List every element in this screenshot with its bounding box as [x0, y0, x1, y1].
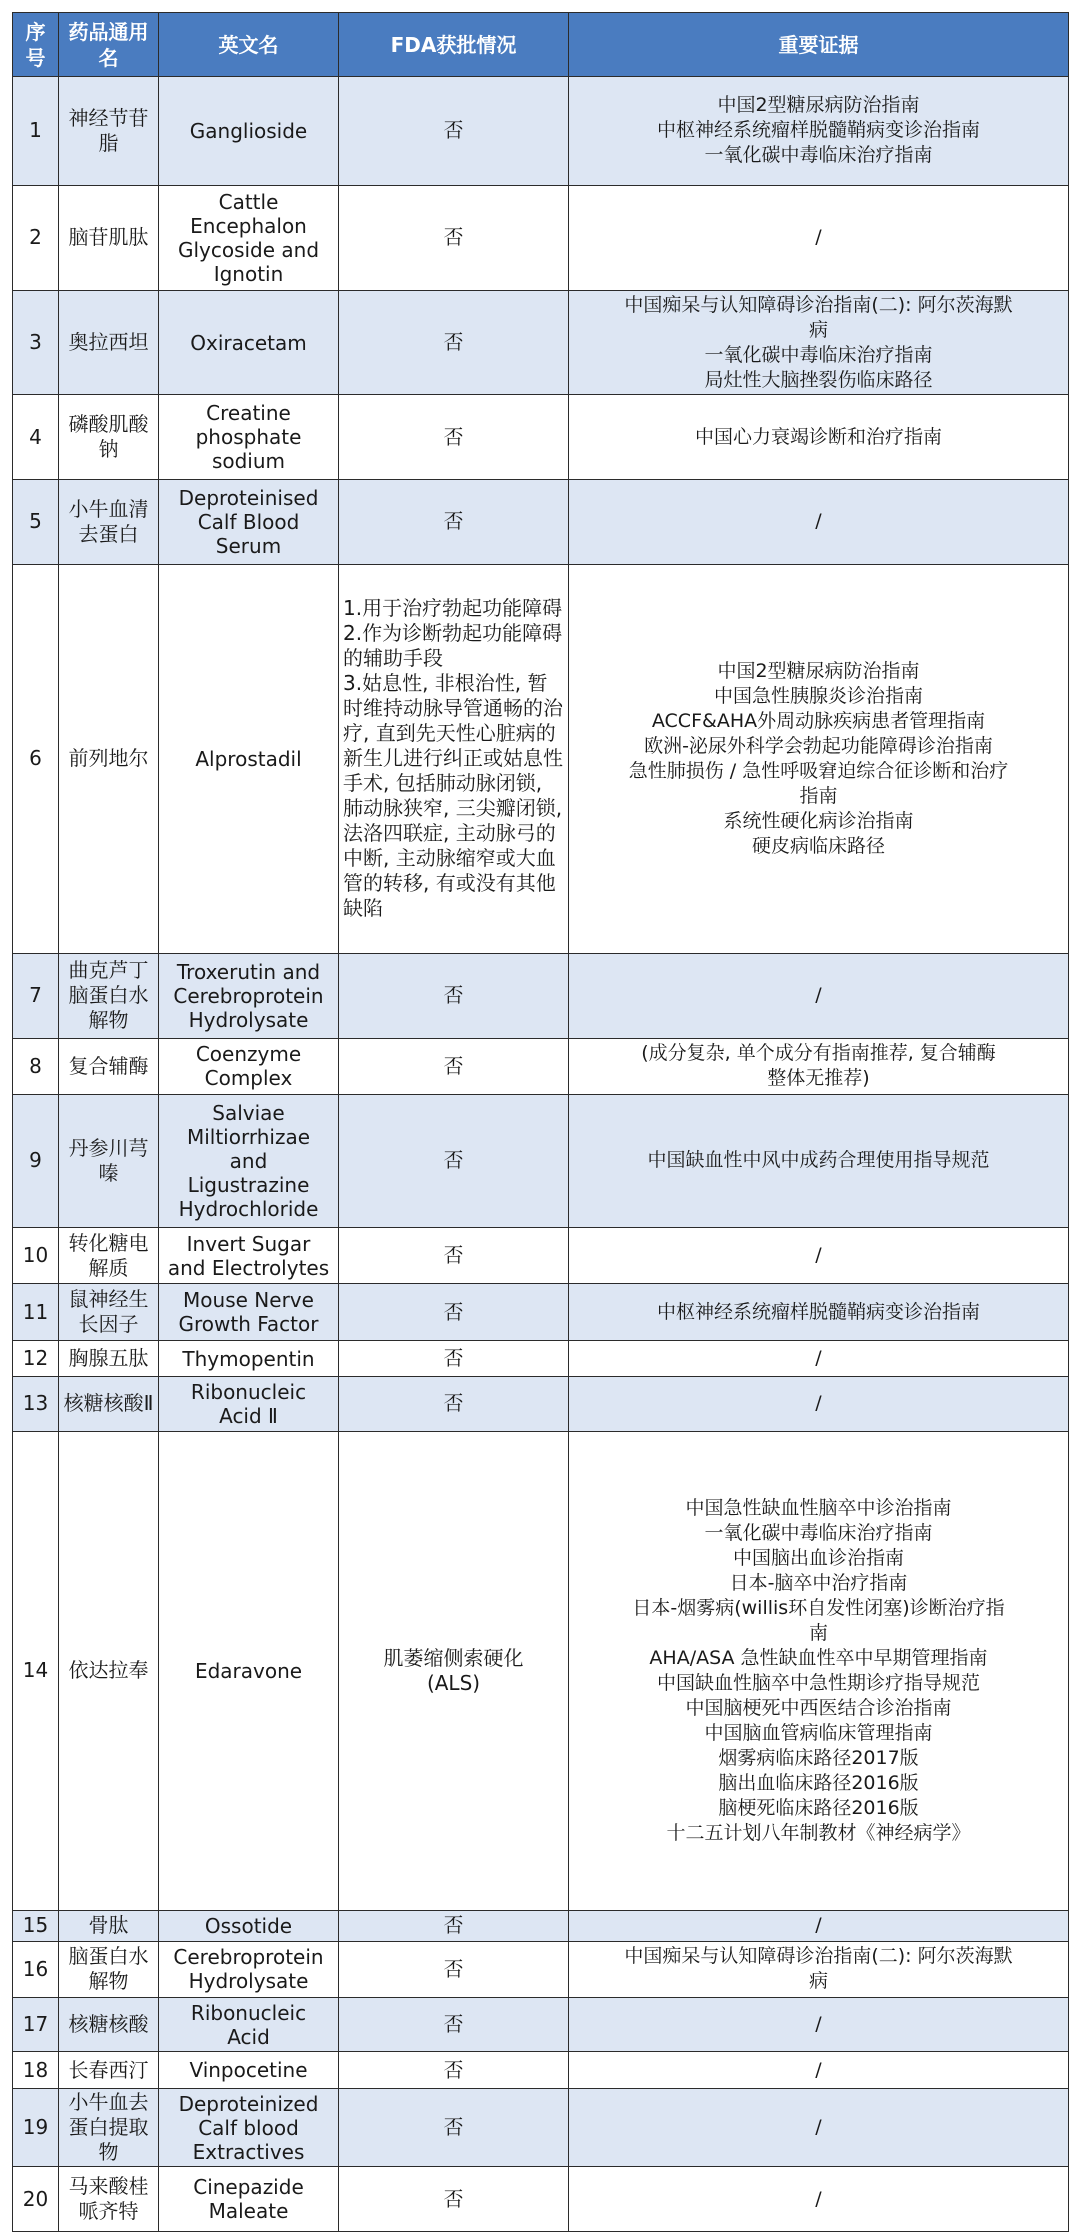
- fda-approval: [339, 480, 569, 565]
- evidence: [569, 2088, 1069, 2167]
- table-row: [13, 1227, 1069, 1283]
- generic-name: 骨肽: [59, 1911, 159, 1941]
- fda-approval-line: 否: [443, 983, 464, 1008]
- generic-name: 前列地尔: [59, 564, 159, 953]
- table-row: [13, 2167, 1069, 2232]
- fda-approval-line: 否: [443, 424, 464, 449]
- english-name: [159, 1094, 339, 1227]
- row-index: 2: [13, 185, 59, 290]
- generic-name: 丹参川芎嗪: [59, 1094, 159, 1227]
- english-name: [159, 290, 339, 395]
- english-name-line: Glycoside and: [177, 237, 320, 262]
- evidence-line: 系统性硬化病诊治指南: [723, 809, 914, 832]
- table-header-row: [13, 13, 1069, 77]
- english-name-line: Miltiorrhizae: [186, 1124, 311, 1149]
- evidence: [569, 1227, 1069, 1283]
- row-index: 13: [13, 1377, 59, 1431]
- generic-name: 鼠神经生长因子: [59, 1284, 159, 1340]
- fda-approval: [339, 1340, 569, 1376]
- generic-name: 脑蛋白水解物: [59, 1941, 159, 1997]
- english-name-line: Vinpocetine: [189, 2058, 308, 2083]
- table-row: [13, 1340, 1069, 1376]
- english-name-line: Maleate: [208, 2199, 289, 2224]
- fda-approval-line: 否: [443, 1053, 464, 1078]
- table-row: [13, 564, 1069, 953]
- fda-approval-line: 否: [443, 330, 464, 355]
- generic-name: 马来酸桂哌齐特: [59, 2167, 159, 2232]
- evidence-line: /: [815, 2116, 822, 2139]
- row-index: 6: [13, 564, 59, 953]
- evidence-line: 局灶性大脑挫裂伤临床路径: [704, 368, 933, 391]
- evidence-line: /: [815, 984, 822, 1007]
- english-name-line: Oxiracetam: [190, 330, 307, 355]
- row-index: 1: [13, 77, 59, 186]
- english-name: [159, 480, 339, 565]
- header-evidence: 重要证据: [569, 13, 1069, 77]
- fda-approval: [339, 1998, 569, 2052]
- english-name-line: and Electrolytes: [167, 1255, 330, 1280]
- english-name-line: Extractives: [192, 2139, 305, 2164]
- evidence-line: 中国脑梗死中西医结合诊治指南: [685, 1696, 952, 1719]
- generic-name: 磷酸肌酸钠: [59, 395, 159, 480]
- fda-approval: [339, 1038, 569, 1094]
- fda-approval: [339, 2088, 569, 2167]
- english-name: [159, 953, 339, 1038]
- english-name: [159, 1941, 339, 1997]
- english-name: [159, 1284, 339, 1340]
- table-row: [13, 1284, 1069, 1340]
- english-name-line: Thymopentin: [182, 1346, 315, 1371]
- evidence: [569, 953, 1069, 1038]
- english-name-line: Growth Factor: [178, 1312, 319, 1337]
- english-name-line: and: [229, 1148, 268, 1173]
- english-name-line: Troxerutin and: [176, 959, 321, 984]
- english-name-line: Mouse Nerve: [183, 1288, 314, 1313]
- english-name: [159, 1911, 339, 1941]
- fda-approval: [339, 1227, 569, 1283]
- evidence: [569, 185, 1069, 290]
- evidence-line: ACCF&AHA外周动脉疾病患者管理指南: [651, 709, 986, 732]
- fda-approval: [339, 395, 569, 480]
- evidence-line: 指南: [799, 784, 838, 807]
- evidence-line: 中国脑出血诊治指南: [732, 1546, 904, 1569]
- row-index: 7: [13, 953, 59, 1038]
- evidence-line: 一氧化碳中毒临床治疗指南: [704, 1521, 933, 1544]
- evidence-line: 中枢神经系统瘤样脱髓鞘病变诊治指南: [656, 119, 980, 142]
- table-row: [13, 1038, 1069, 1094]
- evidence-line: 一氧化碳中毒临床治疗指南: [704, 144, 933, 167]
- fda-approval-line: 否: [443, 1243, 464, 1268]
- table-row: [13, 1431, 1069, 1911]
- evidence: [569, 395, 1069, 480]
- table-row: [13, 480, 1069, 565]
- evidence: [569, 290, 1069, 395]
- fda-approval-line: (ALS): [426, 1670, 481, 1695]
- header-fda-approval: FDA获批情况: [339, 13, 569, 77]
- evidence: [569, 1911, 1069, 1941]
- generic-name: 胸腺五肽: [59, 1340, 159, 1376]
- evidence-line: /: [815, 2013, 822, 2036]
- fda-approval-line: 否: [443, 509, 464, 534]
- generic-name: 依达拉奉: [59, 1431, 159, 1911]
- evidence: [569, 1284, 1069, 1340]
- row-index: 9: [13, 1094, 59, 1227]
- header-generic-name: 药品通用名: [59, 13, 159, 77]
- table-row: [13, 2052, 1069, 2088]
- english-name-line: Ligustrazine: [187, 1172, 310, 1197]
- generic-name: 奥拉西坦: [59, 290, 159, 395]
- fda-approval-line: 否: [443, 1299, 464, 1324]
- evidence: [569, 2052, 1069, 2088]
- row-index: 19: [13, 2088, 59, 2167]
- row-index: 17: [13, 1998, 59, 2052]
- english-name-line: Edaravone: [194, 1658, 303, 1683]
- english-name-line: Ossotide: [204, 1913, 293, 1938]
- fda-approval-line: 2.作为诊断勃起功能障碍的辅助手段: [343, 621, 563, 671]
- english-name-line: Calf Blood: [197, 509, 300, 534]
- evidence-line: 日本-脑卒中治疗指南: [729, 1571, 908, 1594]
- english-name-line: phosphate: [195, 425, 302, 450]
- row-index: 15: [13, 1911, 59, 1941]
- evidence-line: (成分复杂, 单个成分有指南推荐, 复合辅酶: [641, 1042, 996, 1065]
- english-name: [159, 1227, 339, 1283]
- fda-approval: [339, 564, 569, 953]
- fda-approval: [339, 185, 569, 290]
- evidence-line: 中国痴呆与认知障碍诊治指南(二): 阿尔茨海默: [624, 1945, 1013, 1968]
- table-row: [13, 1377, 1069, 1431]
- fda-approval-line: 否: [443, 1956, 464, 1981]
- fda-approval-line: 否: [443, 2057, 464, 2082]
- row-index: 18: [13, 2052, 59, 2088]
- english-name-line: Coenzyme: [195, 1042, 302, 1067]
- english-name-line: sodium: [211, 449, 286, 474]
- fda-approval-line: 否: [443, 1148, 464, 1173]
- generic-name: 小牛血去蛋白提取物: [59, 2088, 159, 2167]
- english-name-line: Ribonucleic: [190, 2000, 307, 2025]
- english-name: [159, 1431, 339, 1911]
- fda-approval: [339, 77, 569, 186]
- evidence-line: 中国急性胰腺炎诊治指南: [713, 684, 923, 707]
- drug-evidence-table: [12, 12, 1069, 2232]
- table-row: [13, 1094, 1069, 1227]
- fda-approval-line: 否: [443, 1391, 464, 1416]
- generic-name: 复合辅酶: [59, 1038, 159, 1094]
- evidence-line: 中国心力衰竭诊断和治疗指南: [694, 425, 942, 448]
- evidence-line: 欧洲-泌尿外科学会勃起功能障碍诊治指南: [644, 734, 993, 757]
- fda-approval: [339, 290, 569, 395]
- row-index: 11: [13, 1284, 59, 1340]
- evidence: [569, 1340, 1069, 1376]
- english-name-line: Invert Sugar: [186, 1231, 311, 1256]
- generic-name: 小牛血清去蛋白: [59, 480, 159, 565]
- evidence-line: /: [815, 510, 822, 533]
- evidence-line: 急性肺损伤 / 急性呼吸窘迫综合征诊断和治疗: [628, 759, 1009, 782]
- table-body: [13, 77, 1069, 2232]
- row-index: 20: [13, 2167, 59, 2232]
- fda-approval: [339, 1094, 569, 1227]
- evidence: [569, 2167, 1069, 2232]
- english-name: [159, 2167, 339, 2232]
- table-row: [13, 953, 1069, 1038]
- fda-approval: [339, 1911, 569, 1941]
- english-name-line: Acid: [227, 2024, 270, 2049]
- english-name: [159, 185, 339, 290]
- header-english-name: 英文名: [159, 13, 339, 77]
- table-row: [13, 1998, 1069, 2052]
- row-index: 8: [13, 1038, 59, 1094]
- english-name-line: Deproteinised: [178, 485, 319, 510]
- row-index: 10: [13, 1227, 59, 1283]
- generic-name: 长春西汀: [59, 2052, 159, 2088]
- evidence-line: /: [815, 1392, 822, 1415]
- english-name-line: Ganglioside: [189, 118, 308, 143]
- english-name: [159, 395, 339, 480]
- fda-approval-line: 否: [443, 2115, 464, 2140]
- table-row: [13, 1941, 1069, 1997]
- english-name: [159, 77, 339, 186]
- evidence: [569, 77, 1069, 186]
- evidence-line: /: [815, 1244, 822, 1267]
- evidence-line: AHA/ASA 急性缺血性卒中早期管理指南: [649, 1646, 988, 1669]
- english-name-line: Cattle: [218, 189, 279, 214]
- fda-approval-line: 否: [443, 2186, 464, 2211]
- evidence: [569, 1431, 1069, 1911]
- fda-approval-line: 否: [443, 2012, 464, 2037]
- evidence-line: 一氧化碳中毒临床治疗指南: [704, 343, 933, 366]
- english-name-line: Creatine: [206, 401, 291, 426]
- evidence-line: 中国缺血性中风中成药合理使用指导规范: [647, 1149, 990, 1172]
- generic-name: 曲克芦丁脑蛋白水解物: [59, 953, 159, 1038]
- english-name: [159, 2088, 339, 2167]
- evidence-line: 南: [808, 1621, 828, 1644]
- english-name: [159, 1377, 339, 1431]
- evidence: [569, 1038, 1069, 1094]
- fda-approval-line: 1.用于治疗勃起功能障碍: [343, 596, 563, 621]
- table-row: [13, 290, 1069, 395]
- english-name-line: Cerebroprotein: [173, 1945, 324, 1970]
- evidence-line: /: [815, 2187, 822, 2210]
- generic-name: 神经节苷脂: [59, 77, 159, 186]
- english-name-line: Cerebroprotein: [173, 983, 324, 1008]
- row-index: 3: [13, 290, 59, 395]
- evidence: [569, 1094, 1069, 1227]
- fda-approval: [339, 2167, 569, 2232]
- english-name-line: Hydrolysate: [188, 1969, 309, 1994]
- evidence-line: 脑梗死临床路径2016版: [718, 1796, 919, 1819]
- evidence-line: 病: [808, 1970, 828, 1993]
- evidence-line: 中国急性缺血性脑卒中诊治指南: [685, 1496, 952, 1519]
- evidence-line: 中国脑血管病临床管理指南: [704, 1721, 933, 1744]
- english-name: [159, 2052, 339, 2088]
- english-name: [159, 1038, 339, 1094]
- english-name-line: Hydrolysate: [188, 1007, 309, 1032]
- english-name-line: Hydrochloride: [178, 1196, 319, 1221]
- evidence-line: 整体无推荐): [767, 1067, 870, 1090]
- evidence-line: 日本-烟雾病(willis环自发性闭塞)诊断治疗指: [632, 1596, 1005, 1619]
- english-name-line: Ribonucleic: [190, 1379, 307, 1404]
- evidence: [569, 564, 1069, 953]
- english-name-line: Serum: [215, 533, 282, 558]
- evidence-line: /: [815, 226, 822, 249]
- english-name-line: Salviae: [212, 1100, 285, 1125]
- table-row: [13, 1911, 1069, 1941]
- row-index: 14: [13, 1431, 59, 1911]
- evidence-line: 中枢神经系统瘤样脱髓鞘病变诊治指南: [656, 1300, 980, 1323]
- english-name-line: Complex: [204, 1066, 293, 1091]
- english-name-line: Ignotin: [213, 261, 284, 286]
- table-row: [13, 2088, 1069, 2167]
- evidence-line: 中国2型糖尿病防治指南: [717, 94, 920, 117]
- evidence: [569, 480, 1069, 565]
- fda-approval: [339, 1284, 569, 1340]
- fda-approval-line: 肌萎缩侧索硬化: [383, 1645, 524, 1670]
- fda-approval-line: 否: [443, 225, 464, 250]
- evidence-line: 中国痴呆与认知障碍诊治指南(二): 阿尔茨海默: [624, 293, 1013, 316]
- fda-approval-line: 否: [443, 118, 464, 143]
- generic-name: 核糖核酸Ⅱ: [59, 1377, 159, 1431]
- generic-name: 核糖核酸: [59, 1998, 159, 2052]
- generic-name: 脑苷肌肽: [59, 185, 159, 290]
- evidence-line: 十二五计划八年制教材《神经病学》: [666, 1821, 971, 1844]
- english-name-line: Calf blood: [198, 2115, 299, 2140]
- evidence: [569, 1377, 1069, 1431]
- evidence-line: 烟雾病临床路径2017版: [718, 1746, 919, 1769]
- generic-name: 转化糖电解质: [59, 1227, 159, 1283]
- english-name: [159, 1340, 339, 1376]
- evidence-line: 病: [808, 318, 828, 341]
- evidence-line: 脑出血临床路径2016版: [718, 1771, 919, 1794]
- english-name-line: Encephalon: [190, 213, 307, 238]
- fda-approval-line: 3.姑息性, 非根治性, 暂时维持动脉导管通畅的治疗, 直到先天性心脏病的新生儿进行纠正或姑息性手术, 包括肺动脉闭锁, 肺动脉狭窄, 三尖瓣闭锁, 法洛四联症, 主动脉弓的中断, 主动脉缩窄或大血管的转移, 有或没有其他缺陷: [343, 671, 563, 921]
- fda-approval: [339, 1377, 569, 1431]
- english-name-line: Deproteinized: [178, 2091, 319, 2116]
- evidence-line: 中国2型糖尿病防治指南: [717, 659, 920, 682]
- table-row: [13, 77, 1069, 186]
- english-name-line: Acid Ⅱ: [219, 1403, 278, 1428]
- row-index: 12: [13, 1340, 59, 1376]
- fda-approval-line: 否: [443, 1913, 464, 1938]
- evidence-line: 硬皮病临床路径: [751, 834, 885, 857]
- evidence-line: /: [815, 1914, 822, 1937]
- english-name: [159, 564, 339, 953]
- evidence-line: /: [815, 1347, 822, 1369]
- evidence-line: /: [815, 2058, 822, 2081]
- row-index: 5: [13, 480, 59, 565]
- english-name-line: Alprostadil: [195, 746, 302, 771]
- fda-approval: [339, 1431, 569, 1911]
- fda-approval: [339, 2052, 569, 2088]
- header-index: 序号: [13, 13, 59, 77]
- english-name-line: Cinepazide: [193, 2175, 304, 2200]
- evidence: [569, 1941, 1069, 1997]
- row-index: 4: [13, 395, 59, 480]
- fda-approval-line: 否: [443, 1346, 464, 1370]
- row-index: 16: [13, 1941, 59, 1997]
- table-row: [13, 395, 1069, 480]
- english-name: [159, 1998, 339, 2052]
- table-row: [13, 185, 1069, 290]
- evidence-line: 中国缺血性脑卒中急性期诊疗指导规范: [656, 1671, 980, 1694]
- fda-approval: [339, 953, 569, 1038]
- evidence: [569, 1998, 1069, 2052]
- fda-approval: [339, 1941, 569, 1997]
